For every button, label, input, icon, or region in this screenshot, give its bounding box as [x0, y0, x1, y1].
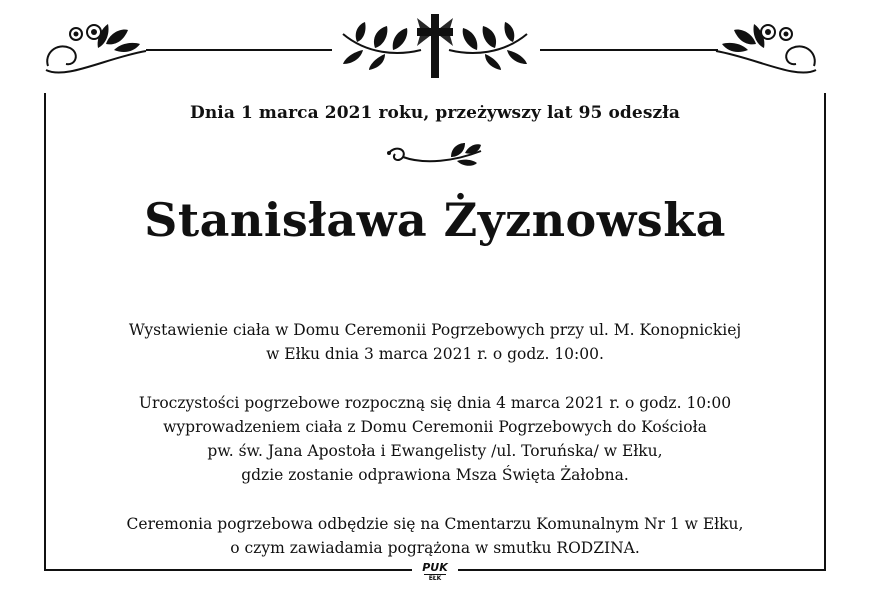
paragraph-line: gdzie zostanie odprawiona Msza Święta Żałobna. — [241, 466, 629, 484]
paragraph-line: pw. św. Jana Apostoła i Ewangelisty /ul. Toruńska/ w Ełku, — [207, 442, 663, 460]
frame-top-line-right — [540, 49, 718, 51]
paragraph-line: w Ełku dnia 3 marca 2021 r. o godz. 10:00. — [266, 345, 604, 363]
logo-text: PUK — [422, 561, 448, 574]
intro-line: Dnia 1 marca 2021 roku, przeżywszy lat 95 odeszła — [189, 103, 681, 123]
paragraph-line: o czym zawiadamia pogrążona w smutku RODZINA. — [230, 539, 640, 557]
burial-paragraph — [0, 512, 870, 560]
logo-subtext: EŁK — [424, 574, 446, 582]
corner-flourish-icon — [706, 14, 826, 84]
paragraph-line: wyprowadzeniem ciała z Domu Ceremonii Pogrzebowych do Kościoła — [163, 418, 707, 436]
paragraph-line: Wystawienie ciała w Domu Ceremonii Pogrzebowych przy ul. M. Konopnickiej — [128, 321, 742, 339]
viewing-paragraph — [0, 318, 870, 366]
ceremony-paragraph — [0, 391, 870, 487]
deceased-name: Stanisława Żyznowska — [144, 193, 726, 247]
cross-with-laurel-icon — [337, 10, 533, 82]
corner-flourish-icon — [36, 14, 156, 84]
paragraph-line: Ceremonia pogrzebowa odbędzie się na Cmentarzu Komunalnym Nr 1 w Ełku, — [126, 515, 744, 533]
frame-top-line-left — [146, 49, 332, 51]
paragraph-line: Uroczystości pogrzebowe rozpoczną się dnia 4 marca 2021 r. o godz. 10:00 — [138, 394, 732, 412]
puk-logo — [412, 562, 458, 584]
swirl-leaf-divider-icon — [385, 141, 485, 171]
